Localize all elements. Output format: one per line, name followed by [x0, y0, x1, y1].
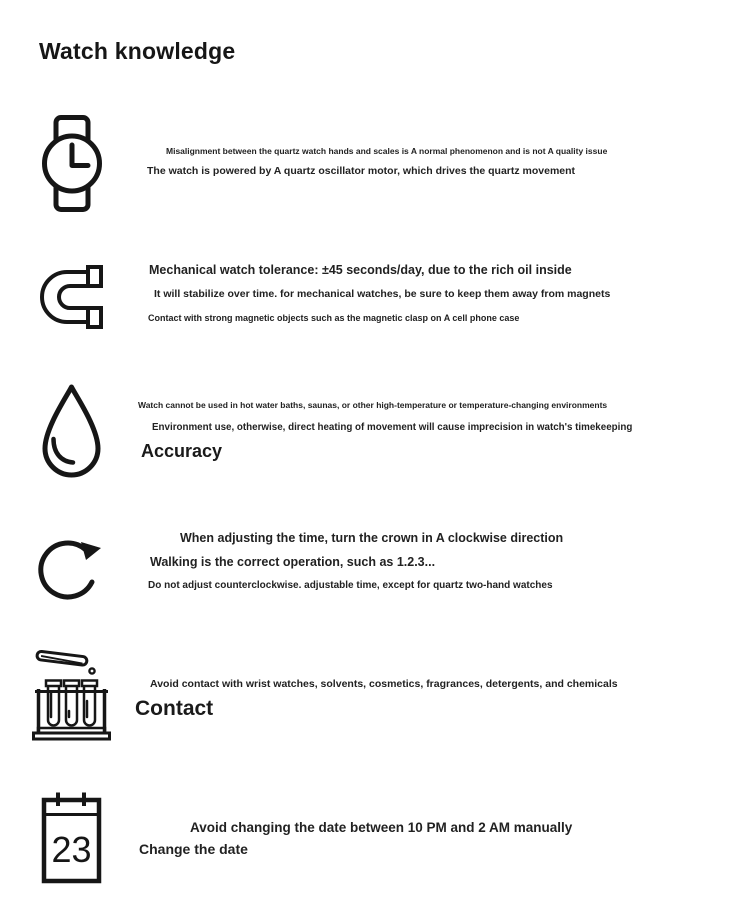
test-tubes-icon	[32, 645, 111, 745]
contact-headline: Contact	[135, 697, 214, 720]
accuracy-headline: Accuracy	[141, 441, 223, 461]
water-drop-icon	[38, 383, 105, 480]
quartz-note-line: Misalignment between the quartz watch hands and scales is A normal phenomenon and is not A quality issue	[166, 146, 608, 156]
crown-sub-line: Walking is the correct operation, such as 1.2.3...	[150, 555, 436, 569]
chemicals-note-line: Avoid contact with wrist watches, solvents, cosmetics, fragrances, detergents, and chemicals	[150, 678, 618, 690]
magnet-icon	[37, 262, 105, 332]
page-title: Watch knowledge	[39, 38, 236, 64]
calendar-day-number: 23	[51, 829, 92, 870]
temperature-sub-line: Environment use, otherwise, direct heating of movement will cause imprecision in watch's timekeeping	[152, 422, 633, 433]
quartz-main-line: The watch is powered by A quartz oscillator motor, which drives the quartz movement	[147, 165, 576, 177]
crown-note-line: Do not adjust counterclockwise. adjustable time, except for quartz two-hand watches	[148, 580, 553, 591]
wristwatch-icon	[39, 114, 105, 213]
crown-headline: When adjusting the time, turn the crown in A clockwise direction	[180, 531, 564, 545]
magnet-headline: Mechanical watch tolerance: ±45 seconds/day, due to the rich oil inside	[149, 263, 572, 277]
magnet-sub-line: It will stabilize over time. for mechanical watches, be sure to keep them away from magnets	[154, 288, 611, 300]
magnet-note-line: Contact with strong magnetic objects such as the magnetic clasp on A cell phone case	[148, 313, 520, 323]
date-headline: Avoid changing the date between 10 PM and 2 AM manually	[190, 820, 573, 835]
date-sub-line: Change the date	[139, 841, 248, 857]
clockwise-arrow-icon	[35, 519, 106, 608]
calendar-icon	[41, 791, 102, 884]
temperature-note-line: Watch cannot be used in hot water baths, saunas, or other high-temperature or temperature-changing environments	[138, 400, 608, 410]
